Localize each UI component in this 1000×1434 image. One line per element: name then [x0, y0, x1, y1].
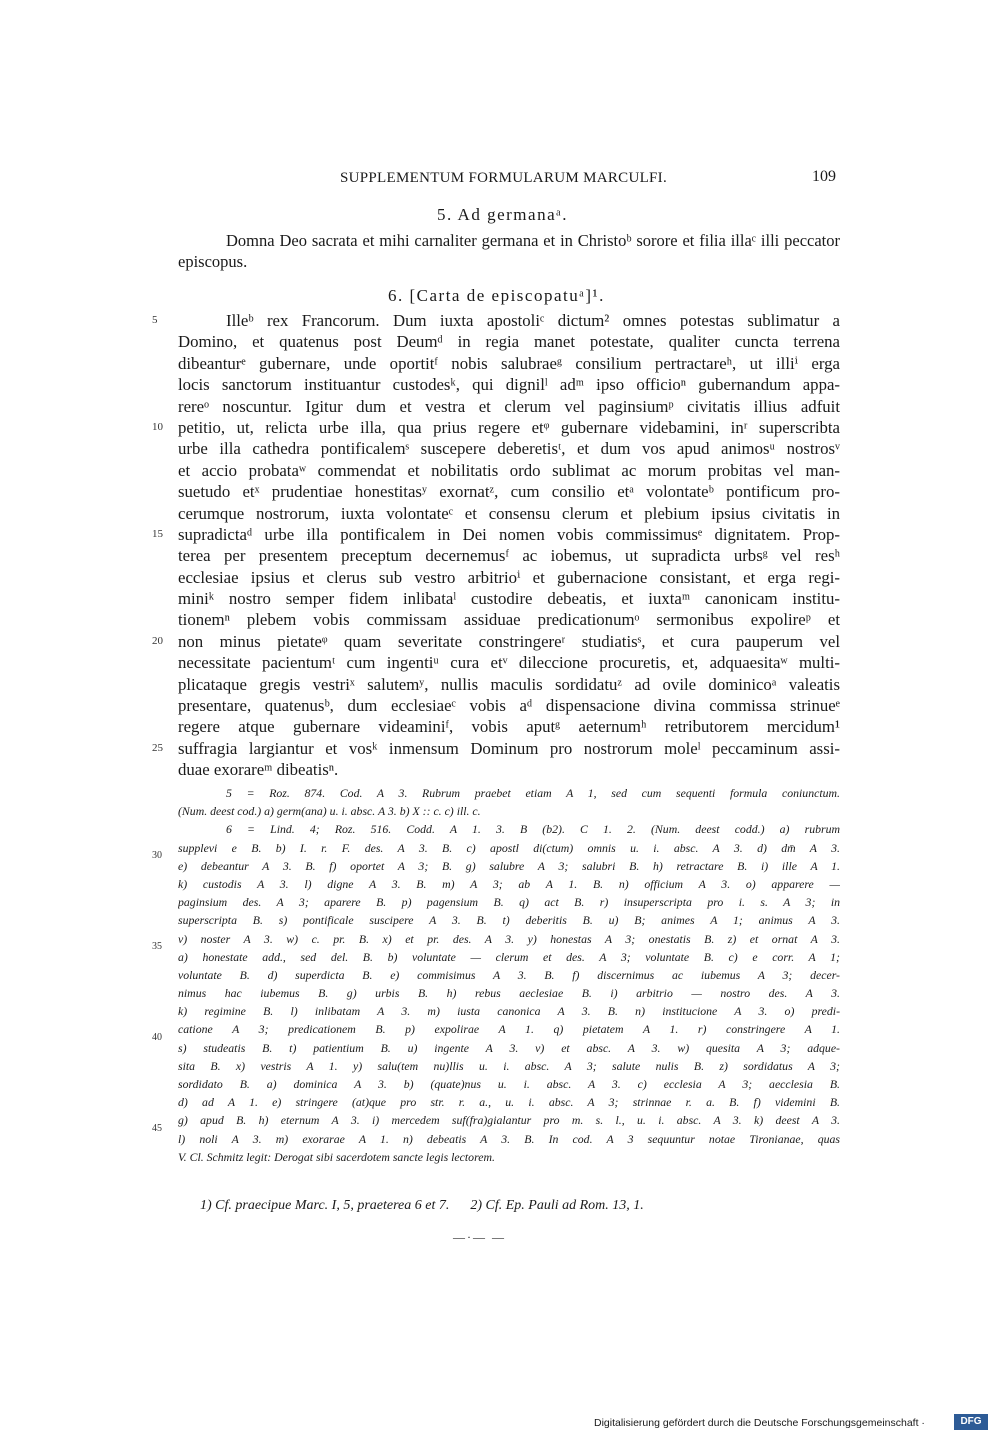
- text-line: Illeᵇ rex Francorum. Dum iuxta apostoliᶜ dictum² omnes potestas sublimatur a: [226, 311, 840, 330]
- apparatus-line: k) custodis A 3. l) digne A 3. B. m) A 3; ab A 1. B. n) officium A 3. o) apparere —: [178, 876, 840, 891]
- line-number-35: 35: [152, 941, 162, 952]
- line-number-45: 45: [152, 1123, 162, 1134]
- text-line: et accio probataʷ commendat et nobilitatis ordo sublimat ac morum probitas vel man-: [178, 460, 840, 480]
- digitization-credit: Digitalisierung gefördert durch die Deutsche Forschungsgemeinschaft ·: [594, 1417, 925, 1429]
- apparatus-line: a) honestate add., sed del. B. b) voluntate — clerum et des. A 3; voluntate B. c) e corr. A 1;: [178, 949, 840, 964]
- apparatus-line: 6 = Lind. 4; Roz. 516. Codd. A 1. 3. B (b2). C 1. 2. (Num. deest codd.) a) rubrum: [226, 822, 840, 837]
- text-line: suetudo etˣ prudentiae honestitasʸ exornatᶻ, cum consilio etᵃ volontateᵇ pontificum pro-: [178, 482, 840, 502]
- text-line: urbe illa cathedra pontificalemˢ suscepere deberetisᵗ, et dum vos apud animosᵘ nostrosᵛ: [178, 439, 840, 459]
- apparatus-line: superscripta B. s) pontificale suscipere A 3. B. t) deberitis B. u) B; animes A 1; animus A 3.: [178, 913, 840, 928]
- line-number-5: 5: [152, 314, 158, 326]
- line-number-15: 15: [152, 528, 163, 540]
- formula-5-text: Domna Deo sacrata et mihi carnaliter germana et in Christoᵇ sorore et filia illaᶜ illi peccator episcopus.: [178, 231, 840, 271]
- apparatus-line: V. Cl. Schmitz legit: Derogat sibi sacerdotem sancte legis lectorem.: [178, 1149, 495, 1164]
- dfg-logo-icon: DFG: [954, 1414, 988, 1430]
- text-line: Domino, et quatenus post Deumᵈ in regia manet potestate, qualiter cuncta terrena: [178, 332, 840, 352]
- text-line: dibeanturᵉ gubernare, unde oportitᶠ nobis salubraeᵍ consilium pertractareʰ, ut illiⁱ erga: [178, 353, 840, 373]
- text-line: plicataque gregis vestriˣ salutemʸ, nullis maculis sordidatuᶻ ad ovile dominicoᵃ valeatis: [178, 674, 840, 694]
- apparatus-line: paginsium des. A 3; aparere B. p) pagensium B. q) act B. r) insuperscripta pro i. s. A 3; in: [178, 895, 840, 910]
- text-line: ecclesiae ipsius et clerus sub vestro arbitrioⁱ et gubernacione consistant, et erga regi-: [178, 567, 840, 587]
- text-line: petitio, ut, relicta urbe illa, qua prius regere etᵠ gubernare videbamini, inʳ superscribta: [178, 417, 840, 437]
- text-line: supradictaᵈ urbe illa pontificalem in Dei nomen vobis commissimusᵉ dignitatem. Prop-: [178, 524, 840, 544]
- apparatus-line: s) studeatis B. t) patientium B. u) ingente A 3. v) et absc. A 3. w) quesita A 3; adque-: [178, 1040, 840, 1055]
- apparatus-line: k) regimine B. l) inlibatam A 3. m) iusta canonica A 3. B. n) institucione A 3. o) predi-: [178, 1004, 840, 1019]
- apparatus-line: sita B. x) vestris A 1. y) salu(tem nu)llis u. i. absc. A 3; salute nulis B. z) sordidatus A 3;: [178, 1058, 840, 1073]
- apparatus-line: voluntate B. d) superdicta B. e) commisimus A 3. B. f) discernimus ac iubemus A 3; decer-: [178, 967, 840, 982]
- page-number: 109: [812, 168, 836, 185]
- apparatus-line: catione A 3; predicationem B. p) expolirae A 1. q) pietatem A 1. r) constringere A 1.: [178, 1022, 840, 1037]
- apparatus-line: (Num. deest cod.) a) germ(ana) u. i. absc. A 3. b) X :: c. c) ill. c.: [178, 804, 481, 819]
- text-line: locis sanctorum instituantur custodesᵏ, qui dignilˡ adᵐ ipso officioⁿ gubernandum appa-: [178, 375, 840, 395]
- text-line: suffragia largiantur et vosᵏ inmensum Dominum pro nostrorum moleˡ peccaminum assi-: [178, 738, 840, 758]
- end-mark: —·— —: [453, 1230, 506, 1244]
- text-line: non minus pietateᵠ quam severitate constringereʳ studiatisˢ, et cura pauperum vel: [178, 631, 840, 651]
- text-line: rereᵒ noscuntur. Igitur dum et vestra et clerum vel paginsiumᵖ civitatis illius adfuit: [178, 396, 840, 416]
- formula-5-heading: 5. Ad germanaᵃ.: [437, 205, 569, 224]
- apparatus-line: sordidato B. a) dominica A 3. b) (quate)nus u. i. absc. A 3. c) ecclesia A 3; aecclesia B.: [178, 1077, 840, 1091]
- text-line: cerumque nostrorum, iuxta volontateᶜ et consensu clerum et plebium ipsius civitatis in: [178, 503, 840, 523]
- text-line: presentare, quatenusᵇ, dum ecclesiaeᶜ vobis aᵈ dispensacione divina commissa strinueᵉ: [178, 696, 840, 716]
- apparatus-line: d) ad A 1. e) stringere (at)que pro str. r. a., u. i. absc. A 3; strinnae r. a. B. f) videmini B.: [178, 1095, 840, 1110]
- line-number-40: 40: [152, 1032, 162, 1043]
- text-line: necessitate pacientumᵗ cum ingentiᵘ cura etᵛ dileccione procuretis, et, adquaesitaʷ multi-: [178, 653, 840, 673]
- line-number-30: 30: [152, 850, 162, 861]
- text-line: terea per presentem preceptum decernemusᶠ ac iobemus, ut supradicta urbsᵍ vel resʰ: [178, 546, 840, 566]
- text-line: miniᵏ nostro semper fidem inlibataˡ custodire debeatis, et iuxtaᵐ canonicam institu-: [178, 589, 840, 609]
- apparatus-line: e) debeantur A 3. B. f) oportet A 3; B. g) salubre A 3; salubri B. h) retractare B. i) ille A 1.: [178, 858, 840, 873]
- text-line: regere atque gubernare videaminiᶠ, vobis aputᵍ aeternumʰ retributorem mercidum¹: [178, 717, 840, 737]
- apparatus-line: supplevi e B. b) I. r. F. des. A 3. B. c) apostl di(ctum) omnis u. i. absc. A 3. d) dm̄ A 3.: [178, 840, 840, 855]
- critical-apparatus: [178, 784, 840, 1166]
- apparatus-line: v) noster A 3. w) c. pr. B. x) et pr. des. A 3. y) honestas A 3; onestatis B. z) et ornat A 3.: [178, 931, 840, 946]
- line-number-20: 20: [152, 635, 163, 647]
- formula-6-heading: 6. [Carta de episcopatuᵃ]¹.: [388, 286, 605, 305]
- formula-6-body: [178, 310, 840, 781]
- running-header: SUPPLEMENTUM FORMULARUM MARCULFI.: [340, 170, 668, 186]
- apparatus-line: g) apud B. h) eternum A 3. i) mercedem suf(fra)gialantur pro m. s. l., u. i. absc. A 3. k) deest A 3.: [178, 1113, 840, 1128]
- line-number-10: 10: [152, 421, 163, 433]
- apparatus-line: l) noli A 3. m) exorarae A 1. n) debeatis A 3. B. In cod. A 3 sequuntur notae Tironianae, quas: [178, 1131, 840, 1146]
- text-line: duae exorareᵐ dibeatisⁿ.: [178, 760, 339, 780]
- text-line: tionemⁿ plebem vobis commissam assiduae predicationumᵒ sermonibus expolireᵖ et: [178, 610, 840, 630]
- source-footnotes: 1) Cf. praecipue Marc. I, 5, praeterea 6 et 7. 2) Cf. Ep. Pauli ad Rom. 13, 1.: [200, 1198, 644, 1213]
- line-number-25: 25: [152, 742, 163, 754]
- apparatus-line: nimus hac iubemus B. g) urbis B. h) rebus aeclesiae B. i) arbitrio — nostro des. A 3.: [178, 986, 840, 1001]
- apparatus-line: 5 = Roz. 874. Cod. A 3. Rubrum praebet etiam A 1, sed cum sequenti formula coniunctum.: [226, 786, 840, 800]
